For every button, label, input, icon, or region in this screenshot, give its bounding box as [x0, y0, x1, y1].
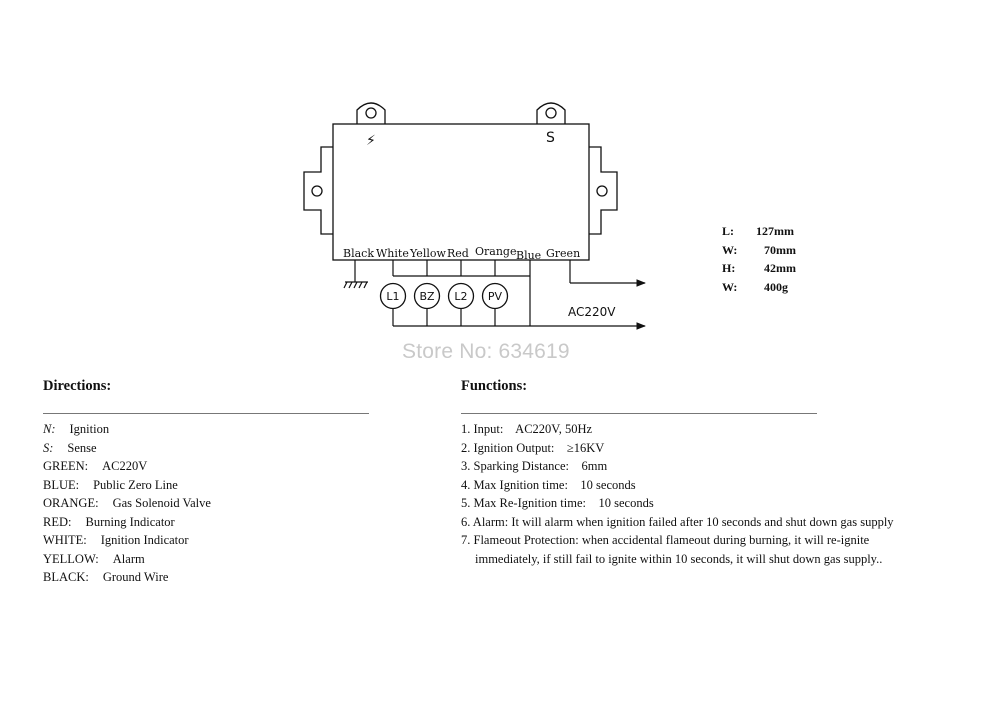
directions-title: Directions:	[43, 378, 112, 394]
wire-label-black: Black	[343, 247, 374, 260]
left-side-ear-hole	[312, 186, 322, 196]
spec-width	[722, 241, 796, 260]
direction-key: RED:	[43, 514, 72, 529]
spec-value: 42mm	[764, 261, 796, 275]
supply-label: AC220V	[568, 305, 616, 319]
direction-item	[43, 457, 373, 476]
direction-item	[43, 420, 373, 439]
direction-key: WHITE:	[43, 533, 87, 547]
functions-divider	[461, 413, 817, 414]
direction-value: AC220V	[102, 459, 148, 473]
spec-value: 70mm	[764, 242, 796, 257]
wire-label-green: Green	[546, 247, 581, 260]
ground-hatch	[344, 282, 367, 288]
direction-value: Ignition	[69, 422, 110, 436]
direction-key: BLUE:	[43, 477, 80, 492]
direction-value: Ground Wire	[102, 570, 169, 584]
spec-weight	[722, 278, 796, 297]
terminal-l2-label: L2	[454, 290, 468, 303]
function-item: 4. Max Ignition time: 10 seconds	[461, 477, 636, 492]
directions-divider	[43, 413, 369, 414]
wire-label-blue: Blue	[516, 249, 542, 262]
direction-item	[43, 531, 373, 550]
direction-value: Gas Solenoid Valve	[112, 496, 211, 510]
direction-key: GREEN:	[43, 459, 89, 473]
direction-item	[43, 476, 373, 495]
direction-key: ORANGE:	[43, 496, 99, 510]
wire-label-orange: Orange	[475, 245, 517, 258]
direction-item	[43, 494, 373, 513]
spec-key: H:	[722, 261, 736, 275]
terminal-bz-label: BZ	[419, 290, 435, 303]
directions-section	[43, 378, 373, 587]
spec-length	[722, 222, 796, 241]
function-item: 2. Ignition Output: ≥16KV	[461, 440, 605, 455]
direction-item	[43, 550, 373, 569]
spec-key: L:	[722, 224, 734, 238]
functions-section	[461, 378, 981, 568]
direction-value: Burning Indicator	[85, 514, 175, 529]
wire-label-white: White	[376, 247, 409, 260]
spec-key: W:	[722, 242, 738, 257]
spec-key: W:	[722, 279, 738, 294]
spec-value: 400g	[764, 279, 788, 294]
terminal-pv-label: PV	[487, 290, 503, 303]
top-right-ear-hole	[546, 108, 556, 118]
wire-label-yellow: Yellow	[410, 247, 446, 260]
functions-title: Functions:	[461, 378, 528, 394]
wire-label-red: Red	[447, 247, 469, 260]
spec-value: 127mm	[756, 224, 794, 238]
direction-value: Alarm	[112, 551, 145, 566]
dimension-specs	[722, 222, 796, 296]
direction-value: Public Zero Line	[93, 477, 178, 492]
direction-item	[43, 439, 373, 458]
function-item: 7. Flameout Protection: when accidental flameout during burning, it will re-ignite	[461, 533, 870, 547]
right-side-ear-hole	[597, 186, 607, 196]
top-left-ear-hole	[366, 108, 376, 118]
direction-value: Sense	[67, 440, 97, 455]
direction-item	[43, 513, 373, 532]
function-item: 1. Input: AC220V, 50Hz	[461, 422, 593, 436]
function-item: 3. Sparking Distance: 6mm	[461, 459, 608, 473]
terminal-l1-label: L1	[386, 290, 400, 303]
direction-item	[43, 568, 373, 587]
direction-key: S:	[43, 440, 54, 455]
function-item: 5. Max Re-Ignition time: 10 seconds	[461, 496, 654, 510]
ignition-symbol: ⚡	[366, 133, 376, 149]
direction-key: BLACK:	[43, 570, 89, 584]
direction-value: Ignition Indicator	[100, 533, 189, 547]
direction-key: N:	[43, 422, 56, 436]
sense-symbol: S	[546, 130, 555, 146]
spec-height	[722, 259, 796, 278]
store-watermark: Store No: 634619	[402, 340, 570, 363]
direction-key: YELLOW:	[43, 551, 99, 566]
function-item: 6. Alarm: It will alarm when ignition failed after 10 seconds and shut down gas supply	[461, 514, 894, 529]
function-item-continuation: immediately, if still fail to ignite within 10 seconds, it will shut down gas supply..	[475, 551, 883, 566]
